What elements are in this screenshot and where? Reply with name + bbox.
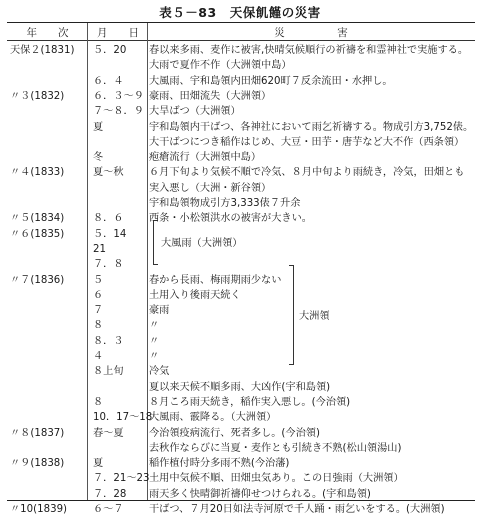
table-row [7, 364, 475, 379]
date-cell: ８ [93, 396, 104, 408]
table-row [7, 58, 475, 73]
disaster-table [7, 22, 475, 515]
table-row [7, 89, 475, 104]
desc-cell: 雨天多く快晴御祈禱仰せつけられる。(宇和島領) [149, 488, 371, 500]
date-cell: ７．８ [93, 259, 124, 271]
table-row [7, 502, 475, 517]
table-row [7, 74, 475, 89]
desc-cell: 〃 [149, 320, 160, 332]
date-cell: ６ [93, 289, 104, 301]
bracket-label-1835: 大風雨（大洲領） [161, 238, 243, 249]
date-cell: ６～７ [93, 504, 124, 515]
desc-cell: 土用入り後雨天続く [149, 289, 241, 301]
header-desc: 災 害 [274, 27, 348, 39]
desc-cell: 冷気 [149, 366, 170, 378]
year-cell: 天保２(1831) [10, 45, 75, 56]
desc-cell: 大風雨、霰降る。（大洲領） [149, 412, 277, 424]
date-cell: ７～８．９ [93, 106, 144, 118]
desc-cell: 豪雨 [149, 305, 170, 317]
date-cell: ５．14 [93, 228, 127, 240]
desc-cell: 今治領疫病流行、死者多し。(今治領) [149, 427, 320, 439]
table-row [7, 471, 475, 486]
date-cell: ８上旬 [93, 366, 124, 378]
table-row [7, 334, 475, 349]
desc-cell: 西条・小松領洪水の被害が大きい。 [149, 213, 312, 225]
desc-cell: 去秋作ならびに当夏・麦作とも引続き不熟(松山領湯山) [149, 442, 402, 454]
year-cell: 〃３(1832) [10, 90, 65, 102]
desc-cell: ８月ころ雨天続き，稲作実入悪し。(今治領) [149, 396, 351, 408]
table-row [7, 380, 475, 395]
table-row [7, 273, 475, 288]
table-row [7, 104, 475, 119]
date-cell: ６．３～９ [93, 90, 144, 102]
date-cell: ８．６ [93, 213, 124, 225]
desc-cell: 宇和島領内干ばつ、各神社において雨乞祈禱する。物成引方3,752俵。 [149, 121, 474, 133]
desc-cell: 宇和島領物成引方3,333俵７升余 [149, 198, 301, 209]
date-cell: 夏 [93, 121, 104, 133]
table-row [7, 43, 475, 58]
table-row [7, 257, 475, 272]
date-cell: 10．17～18 [93, 412, 153, 424]
header-year: 年 次 [26, 27, 69, 39]
year-cell: 〃９(1838) [10, 458, 65, 470]
table-row [7, 181, 475, 196]
table-row [7, 441, 475, 456]
bracket-label-1836: 大洲領 [299, 311, 330, 322]
table-row [7, 135, 475, 150]
desc-cell: 大雨で夏作不作（大洲領中島） [149, 60, 292, 72]
date-cell: 夏 [93, 458, 104, 470]
desc-cell: 夏以来天候不順多雨、大凶作(宇和島領) [149, 381, 331, 393]
desc-cell: 疱瘡流行（大洲領中島） [149, 152, 262, 164]
desc-cell: 実入悪し（大洲・新谷領） [149, 182, 272, 194]
table-row [7, 426, 475, 441]
bracket-1836 [289, 265, 294, 365]
desc-cell: 大干ばつにつき稲作はじめ、大豆・田芋・唐芋など大不作（西条領） [149, 136, 465, 148]
date-cell: 21 [93, 243, 106, 255]
date-cell: ８．３ [93, 335, 124, 347]
table-row [7, 349, 475, 364]
year-cell: 〃６(1835) [10, 228, 65, 240]
year-cell: 〃４(1833) [10, 167, 65, 179]
date-cell: ６．４ [93, 75, 124, 87]
date-cell: ８ [93, 320, 104, 332]
table-row [7, 196, 475, 211]
desc-cell: 大風雨、宇和島領内田畑620町７反余流田・水押し。 [149, 75, 393, 87]
desc-cell: 〃 [149, 351, 160, 362]
desc-cell: 春以来多雨、麦作に被害,快晴気候順行の祈禱を和霊神社で実施する。 [149, 45, 469, 56]
desc-cell: 豪雨、田畑流失（大洲領） [149, 90, 272, 102]
desc-cell: 〃 [149, 335, 160, 347]
year-cell: 〃８(1837) [10, 427, 65, 439]
desc-cell: 稲作植付時分多雨不熟(今治藩) [149, 458, 290, 470]
date-cell: ４ [93, 351, 104, 362]
date-cell: ７．28 [93, 488, 127, 500]
table-row [7, 150, 475, 165]
year-cell: 〃５(1834) [10, 213, 65, 225]
table-title: 表５－83 天保飢饉の災害 [159, 5, 321, 20]
date-cell: ７．21～23 [93, 473, 150, 485]
table-row [7, 395, 475, 410]
desc-cell: 大旱ばつ（大洲領） [149, 106, 241, 118]
table-row [7, 456, 475, 471]
table-row [7, 410, 475, 425]
table-row [7, 288, 475, 303]
desc-cell: 土用中気候不順、田畑虫気あり。この日強雨（大洲領） [149, 473, 404, 485]
desc-cell: 干ばつ、７月20日如法寺河原で千人踊・雨乞いをする。(大洲領) [149, 504, 445, 515]
bracket-1835 [153, 220, 158, 265]
table-row [7, 165, 475, 180]
table-header [7, 23, 475, 41]
table-row [7, 211, 475, 226]
date-cell: ５ [93, 274, 104, 286]
date-cell: 冬 [93, 152, 104, 164]
table-row [7, 318, 475, 333]
table-row [7, 120, 475, 135]
date-cell: 夏～秋 [93, 167, 124, 179]
table-row [7, 303, 475, 318]
desc-cell: ６月下旬より気候不順で冷気、８月中旬より雨続き，冷気，田畑とも [149, 167, 465, 179]
date-cell: 春～夏 [93, 427, 124, 439]
year-cell: 〃７(1836) [10, 274, 65, 286]
date-cell: ５．20 [93, 45, 127, 56]
header-date: 月 日 [97, 27, 139, 39]
table-row [7, 487, 475, 502]
desc-cell: 春から長雨、梅雨期雨少ない [149, 274, 282, 286]
year-cell: 〃10(1839) [10, 504, 68, 515]
date-cell: ７ [93, 305, 104, 317]
